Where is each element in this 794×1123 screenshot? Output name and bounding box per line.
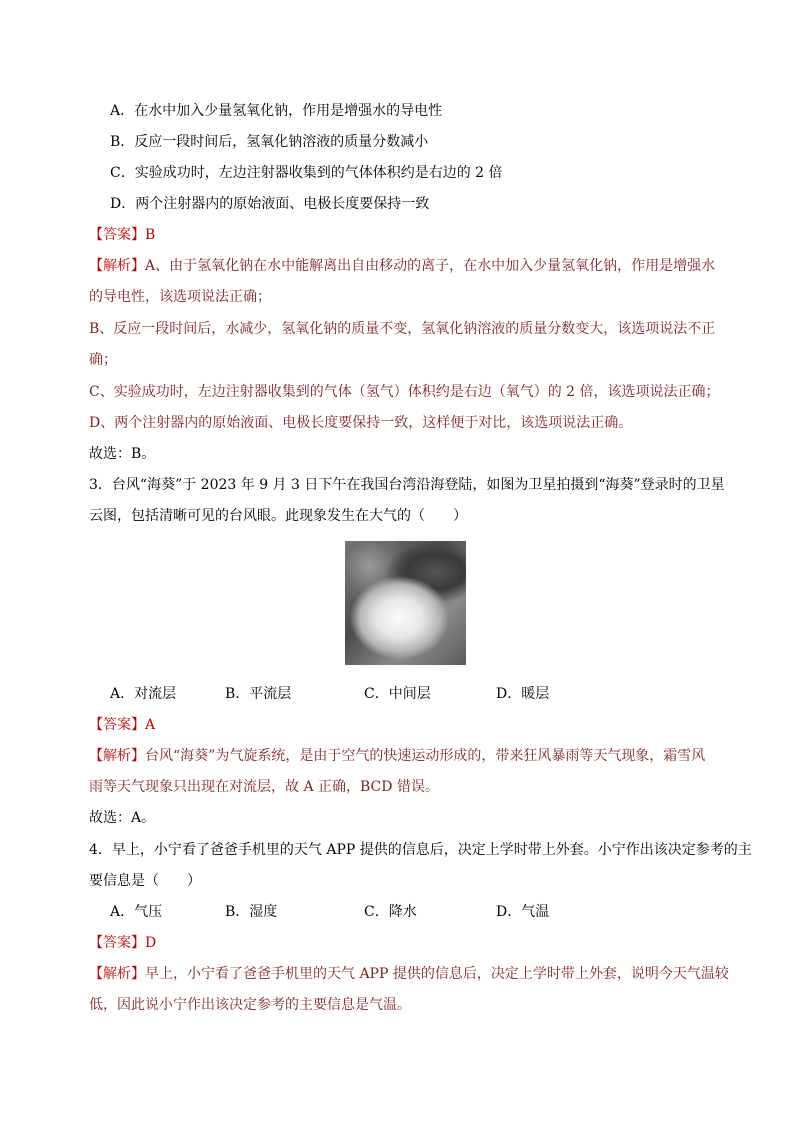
q4-answer: [89, 935, 156, 951]
q4-option-d: D．气温: [496, 904, 550, 920]
answer-value: A: [145, 717, 156, 733]
q4-analysis-line-1: 【解析】早上，小宁看了爸爸手机里的天气 APP 提供的信息后，决定上学时带上外套，说明今天气温较: [89, 966, 729, 982]
q4-stem-line-2: 要信息是（ ）: [89, 873, 201, 889]
q3-analysis-line-2: 雨等天气现象只出现在对流层，故 A 正确，BCD 错误。: [89, 779, 439, 795]
q2-answer: [89, 227, 155, 243]
typhoon-satellite-image: [345, 541, 466, 665]
q2-analysis-line-4: 确；: [89, 352, 117, 368]
q2-option-b: B．反应一段时间后，氢氧化钠溶液的质量分数减小: [110, 134, 429, 150]
q3-option-c: C．中间层: [364, 686, 431, 702]
q3-answer: [89, 717, 155, 733]
q2-analysis-line-1: 【解析】A、由于氢氧化钠在水中能解离出自由移动的离子，在水中加入少量氢氧化钠，作用是增强水: [89, 258, 716, 274]
q3-conclusion: 故选：A。: [89, 810, 156, 826]
answer-label: 【答案】: [89, 227, 145, 243]
q2-option-d: D．两个注射器内的原始液面、电极长度要保持一致: [110, 196, 430, 212]
q2-analysis-line-6: D、两个注射器内的原始液面、电极长度要保持一致，这样便于对比，该选项说法正确。: [89, 415, 633, 431]
q3-option-d: D．暖层: [496, 686, 550, 702]
answer-label: 【答案】: [89, 717, 145, 733]
q3-stem-line-2: 云图，包括清晰可见的台风眼。此现象发生在大气的（ ）: [89, 508, 467, 524]
q4-option-b: B．湿度: [225, 904, 278, 920]
q3-option-a: A．对流层: [110, 686, 177, 702]
q3-analysis-line-1: 【解析】台风“海葵”为气旋系统，是由于空气的快速运动形成的，带来狂风暴雨等天气现象，霜雪风: [89, 748, 706, 764]
analysis-label: 【解析】: [89, 966, 145, 982]
q2-option-a: A．在水中加入少量氢氧化钠，作用是增强水的导电性: [110, 103, 443, 119]
q4-option-a: A．气压: [110, 904, 163, 920]
q2-analysis-line-2: 的导电性，该选项说法正确；: [89, 289, 271, 305]
q4-stem-line-1: 4．早上，小宁看了爸爸手机里的天气 APP 提供的信息后，决定上学时带上外套。小宁作出该决定参考的主: [89, 842, 752, 858]
answer-label: 【答案】: [89, 935, 145, 951]
q2-option-c: C．实验成功时，左边注射器收集到的气体体积约是右边的 2 倍: [110, 165, 503, 181]
q3-option-b: B．平流层: [225, 686, 292, 702]
q2-analysis-line-5: C、实验成功时，左边注射器收集到的气体（氢气）体积约是右边（氧气）的 2 倍，该选项说法正确；: [89, 384, 720, 400]
answer-value: D: [145, 935, 157, 951]
q4-options: [110, 904, 670, 920]
answer-value: B: [145, 227, 156, 243]
analysis-label: 【解析】: [89, 748, 145, 764]
q2-analysis-line-3: B、反应一段时间后，水减少，氢氧化钠的质量不变，氢氧化钠溶液的质量分数变大，该选项说法不正: [89, 321, 716, 337]
q4-analysis-line-2: 低，因此说小宁作出该决定参考的主要信息是气温。: [89, 997, 411, 1013]
q4-option-c: C．降水: [364, 904, 417, 920]
q3-options: [110, 686, 670, 702]
analysis-label: 【解析】: [89, 258, 145, 274]
q3-stem-line-1: 3．台风“海葵”于 2023 年 9 月 3 日下午在我国台湾沿海登陆，如图为卫星拍摄到“海葵”登录时的卫星: [89, 477, 725, 493]
q2-conclusion: 故选：B。: [89, 446, 156, 462]
